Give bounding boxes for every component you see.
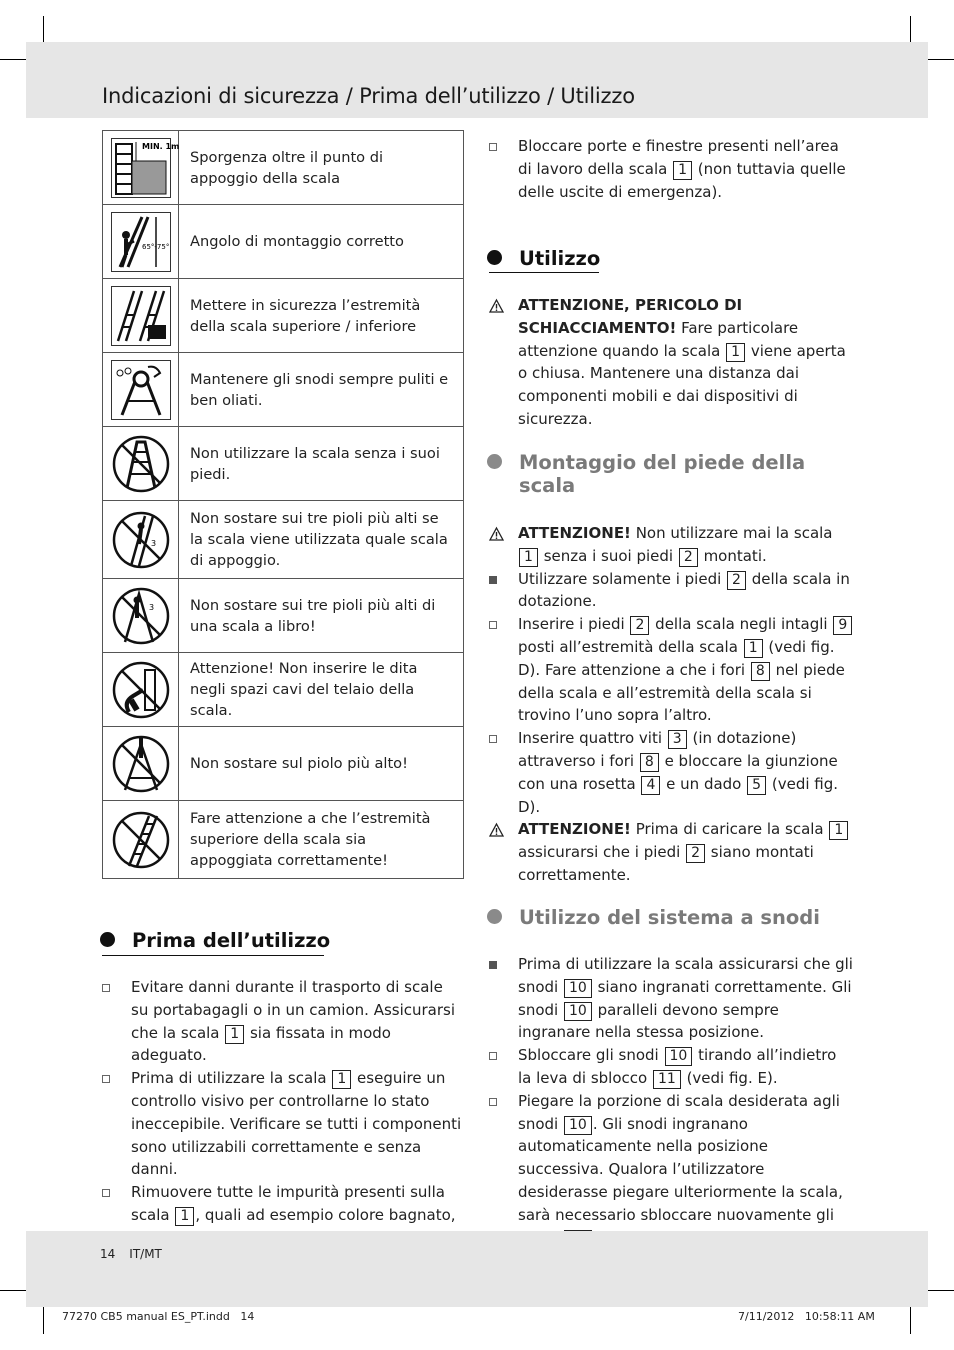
- symbol-label: 3: [150, 538, 156, 548]
- table-row: [103, 131, 464, 205]
- bullet-dot-icon: [100, 932, 115, 947]
- table-row: [103, 353, 464, 427]
- oil-joints-icon: [111, 360, 171, 420]
- symbol-text: Fare attenzione a che l’estremità superiore della scala sia appoggiata correttamente!: [179, 801, 464, 879]
- list-item: ATTENZIONE, PERICOLO DI SCHIACCIAMENTO! Fare particolare attenzione quando la scala 1 viene aperta o chiusa. Mantenere una distanza dai componenti mobili e dai dispositivi di sicurezza.: [489, 294, 854, 431]
- list-item: Sbloccare gli snodi 10 tirando all’indietro la leva di sblocco 11 (vedi fig. E).: [489, 1044, 854, 1090]
- list-item: Inserire i piedi 2 della scala negli intagli 9 posti all’estremità della scala 1 (vedi fig. D). Fare attenzione a che i fori 8 nel piede della scala e all’estremità della scala si trovino l’uno sopra l’altro.: [489, 613, 854, 727]
- part-number: 1: [225, 1025, 244, 1044]
- part-number: 1: [829, 821, 848, 840]
- bullet-dot-icon: [487, 454, 502, 469]
- symbol-text: Non sostare sui tre pioli più alti di una scala a libro!: [179, 579, 464, 653]
- crop-mark: [0, 59, 26, 60]
- checkbox-bullet-icon: [489, 1052, 497, 1060]
- table-row: [103, 501, 464, 579]
- list-item: Prima di utilizzare la scala assicurarsi che gli snodi 10 siano ingranati correttamente. Gli snodi 10 paralleli devono sempre ingranare nella stessa posizione.: [489, 953, 854, 1044]
- prima-list: [102, 976, 464, 1250]
- footer-band: [26, 1231, 928, 1307]
- table-row: [103, 801, 464, 879]
- part-number: 10: [564, 1116, 592, 1135]
- part-number: 10: [665, 1047, 693, 1066]
- secure-ends-icon: [111, 286, 171, 346]
- checkbox-bullet-icon: [489, 143, 497, 151]
- list-item: Evitare danni durante il trasporto di scale su portabagagli o in un camion. Assicurarsi che la scala 1 sia fissata in modo adeguato.: [102, 976, 464, 1067]
- snodi-list: [489, 953, 854, 1249]
- checkbox-bullet-icon: [489, 1098, 497, 1106]
- part-number: 1: [175, 1207, 194, 1226]
- section-heading-montaggio: [519, 451, 849, 497]
- symbol-label: MIN. 1m: [141, 141, 179, 151]
- part-number: 8: [751, 662, 770, 681]
- page-number: [100, 1247, 162, 1261]
- part-number: 4: [641, 776, 660, 795]
- warning-icon: [489, 297, 504, 320]
- section-title: Utilizzo: [519, 247, 601, 270]
- part-number: 1: [744, 639, 763, 658]
- checkbox-bullet-icon: [489, 621, 497, 629]
- part-number: 2: [727, 571, 746, 590]
- table-row: [103, 279, 464, 353]
- heading-underline: [102, 955, 324, 956]
- part-number: 10: [564, 1002, 592, 1021]
- warning-label: ATTENZIONE!: [518, 524, 631, 542]
- checkbox-bullet-icon: [102, 1075, 110, 1083]
- part-number: 11: [653, 1070, 681, 1089]
- square-bullet-icon: [489, 576, 497, 584]
- part-number: 2: [679, 548, 698, 567]
- section-title: Utilizzo del sistema a snodi: [519, 906, 820, 929]
- language-code: IT/MT: [129, 1247, 162, 1261]
- part-number: 1: [673, 161, 692, 180]
- list-item: Inserire quattro viti 3 (in dotazione) attraverso i fori 8 e bloccare la giunzione con una rosetta 4 e un dado 5 (vedi fig. D).: [489, 727, 854, 818]
- heading-underline: [489, 272, 599, 273]
- part-number: 5: [747, 776, 766, 795]
- section-title: Prima dell’utilizzo: [132, 929, 331, 952]
- table-row: [103, 579, 464, 653]
- ladder-overhang-icon: [111, 138, 179, 198]
- part-number: 1: [332, 1070, 351, 1089]
- warning-icon: [489, 821, 504, 844]
- warning-label: ATTENZIONE, PERICOLO DI SCHIACCIAMENTO!: [518, 296, 743, 337]
- montaggio-list: [489, 522, 854, 887]
- list-item: ATTENZIONE! Prima di caricare la scala 1 assicurarsi che i piedi 2 siano montati correttamente.: [489, 818, 854, 886]
- part-number: 9: [833, 616, 852, 635]
- crop-mark: [0, 1290, 26, 1291]
- section-heading-snodi: [519, 906, 820, 929]
- no-fingers-icon: [111, 660, 171, 720]
- checkbox-bullet-icon: [102, 984, 110, 992]
- table-row: [103, 653, 464, 727]
- part-number: 2: [686, 844, 705, 863]
- date-slug: 7/11/2012 10:58:11 AM: [738, 1310, 875, 1323]
- part-number: 1: [726, 343, 745, 362]
- part-number: 1: [519, 548, 538, 567]
- section-title: Montaggio del piede della scala: [519, 451, 806, 497]
- part-number: 10: [564, 979, 592, 998]
- list-item: Utilizzare solamente i piedi 2 della scala in dotazione.: [489, 568, 854, 614]
- list-item: Rimuovere tutte le impurità presenti sulla scala 1 , quali ad esempio colore bagnato,: [102, 1181, 464, 1249]
- square-bullet-icon: [489, 961, 497, 969]
- list-item: Prima di utilizzare la scala 1 eseguire un controllo visivo per controllarne lo stato ineccepibile. Verificare se tutti i componenti sono utilizzabili correttamente e senza danni.: [102, 1067, 464, 1181]
- symbol-text: Non utilizzare la scala senza i suoi piedi.: [179, 427, 464, 501]
- symbol-text: Non sostare sui tre pioli più alti se la scala viene utilizzata quale scala di appoggio.: [179, 501, 464, 579]
- crop-mark: [928, 1290, 954, 1291]
- ladder-angle-icon: [111, 212, 171, 272]
- warning-icon: [489, 525, 504, 548]
- bullet-dot-icon: [487, 250, 502, 265]
- part-number: 3: [668, 730, 687, 749]
- symbol-label: 3: [148, 602, 154, 612]
- symbol-text: Sporgenza oltre il punto di appoggio della scala: [179, 131, 464, 205]
- section-heading-prima: [132, 929, 330, 952]
- section-heading-utilizzo: [519, 247, 600, 270]
- top-end-support-icon: [111, 810, 171, 870]
- table-row: [103, 727, 464, 801]
- symbol-text: Mettere in sicurezza l’estremità della scala superiore / inferiore: [179, 279, 464, 353]
- bullet-dot-icon: [487, 909, 502, 924]
- file-slug: 77270 CB5 manual ES_PT.indd 14: [62, 1310, 255, 1323]
- symbol-text: Non sostare sul piolo più alto!: [179, 727, 464, 801]
- checkbox-bullet-icon: [102, 1189, 110, 1197]
- no-top-rungs-step-icon: [111, 586, 171, 646]
- symbol-label: 65°-75°: [141, 242, 169, 251]
- list-item: Piegare la porzione di scala desiderata agli snodi 10 . Gli snodi ingranano automaticamente nella posizione successiva. Qualora l’utilizzatore desiderasse piegare ulteriormente la scala, sarà necessario sbloccare nuovamente gli: [489, 1090, 854, 1250]
- no-top-rung-icon: [111, 734, 171, 794]
- part-number: 8: [640, 753, 659, 772]
- utilizzo-list: [489, 294, 854, 431]
- part-number: 2: [630, 616, 649, 635]
- safety-symbol-table: [102, 130, 464, 879]
- page-number-value: 14: [100, 1247, 116, 1261]
- page-title: Indicazioni di sicurezza / Prima dell’utilizzo / Utilizzo: [102, 84, 635, 108]
- table-row: [103, 427, 464, 501]
- right-top-list: [489, 135, 854, 203]
- table-row: [103, 205, 464, 279]
- checkbox-bullet-icon: [489, 735, 497, 743]
- list-item: Bloccare porte e finestre presenti nell’area di lavoro della scala 1 (non tuttavia quelle delle uscite di emergenza).: [489, 135, 854, 203]
- no-top-rungs-lean-icon: [111, 510, 171, 570]
- crop-mark: [928, 59, 954, 60]
- symbol-text: Attenzione! Non inserire le dita negli spazi cavi del telaio della scala.: [179, 653, 464, 727]
- list-item: ATTENZIONE! Non utilizzare mai la scala 1 senza i suoi piedi 2 montati.: [489, 522, 854, 568]
- no-feet-icon: [111, 434, 171, 494]
- warning-label: ATTENZIONE!: [518, 820, 631, 839]
- symbol-text: Angolo di montaggio corretto: [179, 205, 464, 279]
- symbol-text: Mantenere gli snodi sempre puliti e ben oliati.: [179, 353, 464, 427]
